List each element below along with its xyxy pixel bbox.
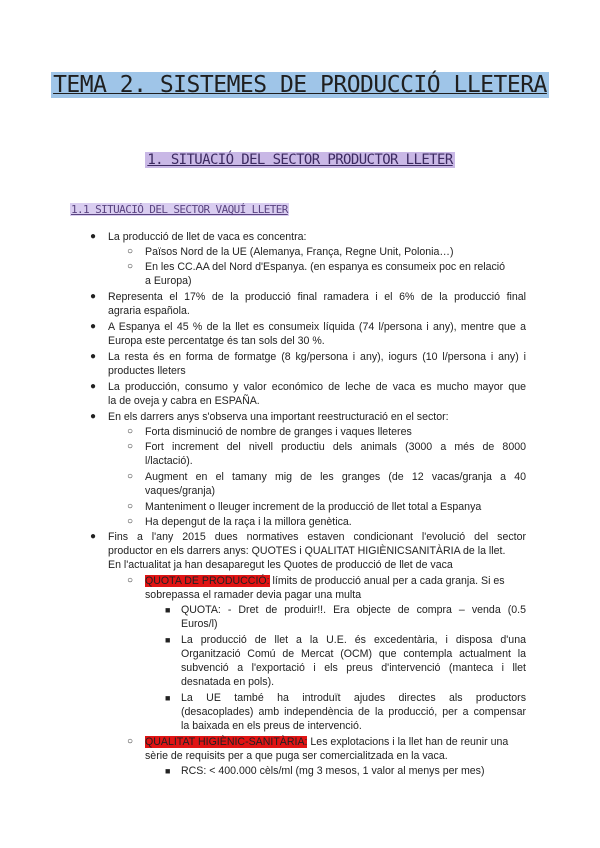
text-line: Països Nord de la UE (Alemanya, França, Regne Unit, Polonia…) bbox=[145, 246, 454, 258]
bullet-circle: ○ bbox=[127, 501, 134, 512]
text-line: Organització Comú de Mercat (OCM) que contempla actualment la bbox=[181, 648, 526, 660]
highlight-quality: QUALITAT HIGIÈNIC-SANITÀRIA: bbox=[145, 736, 308, 748]
text-line: Fins a l'any 2015 dues normatives estaven condicionant l'evolució del sector bbox=[108, 531, 526, 543]
text-line: la baixada en els preus de intervenció. bbox=[181, 720, 362, 732]
text-line: La producció de llet a la U.E. és excedentària, i disposa d'una bbox=[181, 634, 526, 646]
bullet-circle: ○ bbox=[127, 516, 134, 527]
text-line: Manteniment o lleuger increment de la producció de llet total a Espanya bbox=[145, 501, 482, 513]
text-fragment: límits de producció anual per a cada granja. Si es bbox=[269, 575, 505, 587]
bullet-square: ■ bbox=[165, 605, 171, 615]
highlight-quota: QUOTA DE PRODUCCIÓ: bbox=[145, 575, 270, 587]
text-line: En l'actualitat ja han desaparegut les Quotes de producció de llet de vaca bbox=[108, 559, 453, 571]
page-title: TEMA 2. SISTEMES DE PRODUCCIÓ LLETERA bbox=[53, 72, 547, 98]
text-line: sobrepassa el ramader devia pagar una multa bbox=[145, 589, 362, 601]
text-line: La producción, consumo y valor económico de leche de vaca es mucho mayor que bbox=[108, 381, 526, 393]
text-line: Europa este percentatge és tan sols del 30 %. bbox=[108, 335, 325, 347]
text-line: sèrie de requisits per a que puga ser comercialitzada en la vaca. bbox=[145, 750, 448, 762]
text-line: Augment en el tamany mig de les granges (de 12 vacas/granja a 40 bbox=[145, 471, 526, 483]
text-line: La resta és en forma de formatge (8 kg/persona i any), iogurs (10 l/persona i any) i bbox=[108, 351, 526, 363]
text-line: La producció de llet de vaca es concentra: bbox=[108, 231, 307, 243]
bullet-circle: ○ bbox=[127, 736, 134, 747]
text-line: Euros/l) bbox=[181, 618, 218, 630]
text-line: Representa el 17% de la producció final ramadera i el 6% de la producció final bbox=[108, 291, 526, 303]
text-line: l/lactació). bbox=[145, 455, 193, 467]
text-line: la de oveja y cabra en ESPAÑA. bbox=[108, 395, 260, 407]
bullet-square: ■ bbox=[165, 693, 171, 703]
bullet-circle: ○ bbox=[127, 575, 134, 586]
bullet-disc: ● bbox=[90, 351, 97, 362]
text-line: productor en els darrers anys: QUOTES i QUALITAT HIGIÈNICSANITÀRIA de la llet. bbox=[108, 545, 506, 557]
bullet-disc: ● bbox=[90, 381, 97, 392]
text-line: agraria española. bbox=[108, 305, 190, 317]
bullet-square: ■ bbox=[165, 766, 171, 776]
text-line bbox=[145, 735, 508, 749]
text-line: a Europa) bbox=[145, 275, 192, 287]
bullet-circle: ○ bbox=[127, 426, 134, 437]
text-line: Forta disminució de nombre de granges i vaques lleteres bbox=[145, 426, 412, 438]
text-line: Fort increment del nivell productiu dels animals (3000 a més de 8000 bbox=[145, 441, 526, 453]
text-line: desnatada en pols). bbox=[181, 676, 275, 688]
text-line bbox=[145, 574, 505, 588]
bullet-disc: ● bbox=[90, 531, 97, 542]
bullet-circle: ○ bbox=[127, 441, 134, 452]
bullet-circle: ○ bbox=[127, 246, 134, 257]
text-line: Ha depengut de la raça i la millora genètica. bbox=[145, 516, 352, 528]
bullet-disc: ● bbox=[90, 321, 97, 332]
bullet-square: ■ bbox=[165, 635, 171, 645]
text-line: RCS: < 400.000 cèls/ml (mg 3 mesos, 1 valor al menys per mes) bbox=[181, 765, 485, 777]
bullet-disc: ● bbox=[90, 231, 97, 242]
bullet-disc: ● bbox=[90, 291, 97, 302]
bullet-circle: ○ bbox=[127, 471, 134, 482]
text-line: A Espanya el 45 % de la llet es consumeix líquida (74 l/persona i any), mentre que a bbox=[108, 321, 526, 333]
text-line: vaques/granja) bbox=[145, 485, 216, 497]
bullet-disc: ● bbox=[90, 411, 97, 422]
subsection-heading: 1.1 SITUACIÓ DEL SECTOR VAQUÍ LLETER bbox=[71, 203, 288, 216]
text-line: QUOTA: - Dret de produir!!. Era objecte de compra – venda (0.5 bbox=[181, 604, 526, 616]
text-line: En les CC.AA del Nord d'Espanya. (en espanya es consumeix poc en relació bbox=[145, 261, 506, 273]
text-line: (desacoplades) amb independència de la producció, per a compensar bbox=[181, 706, 526, 718]
text-fragment: Les explotacions i la llet han de reunir una bbox=[307, 736, 509, 748]
text-line: La UE també ha introduït ajudes directes als productors bbox=[181, 692, 526, 704]
section-heading: 1. SITUACIÓ DEL SECTOR PRODUCTOR LLETER bbox=[147, 152, 453, 168]
bullet-circle: ○ bbox=[127, 261, 134, 272]
text-line: En els darrers anys s'observa una important reestructuració en el sector: bbox=[108, 411, 449, 423]
text-line: subvenció a l'exportació i els preus d'intervenció (manteca i llet bbox=[181, 662, 526, 674]
text-line: productes lleters bbox=[108, 365, 186, 377]
